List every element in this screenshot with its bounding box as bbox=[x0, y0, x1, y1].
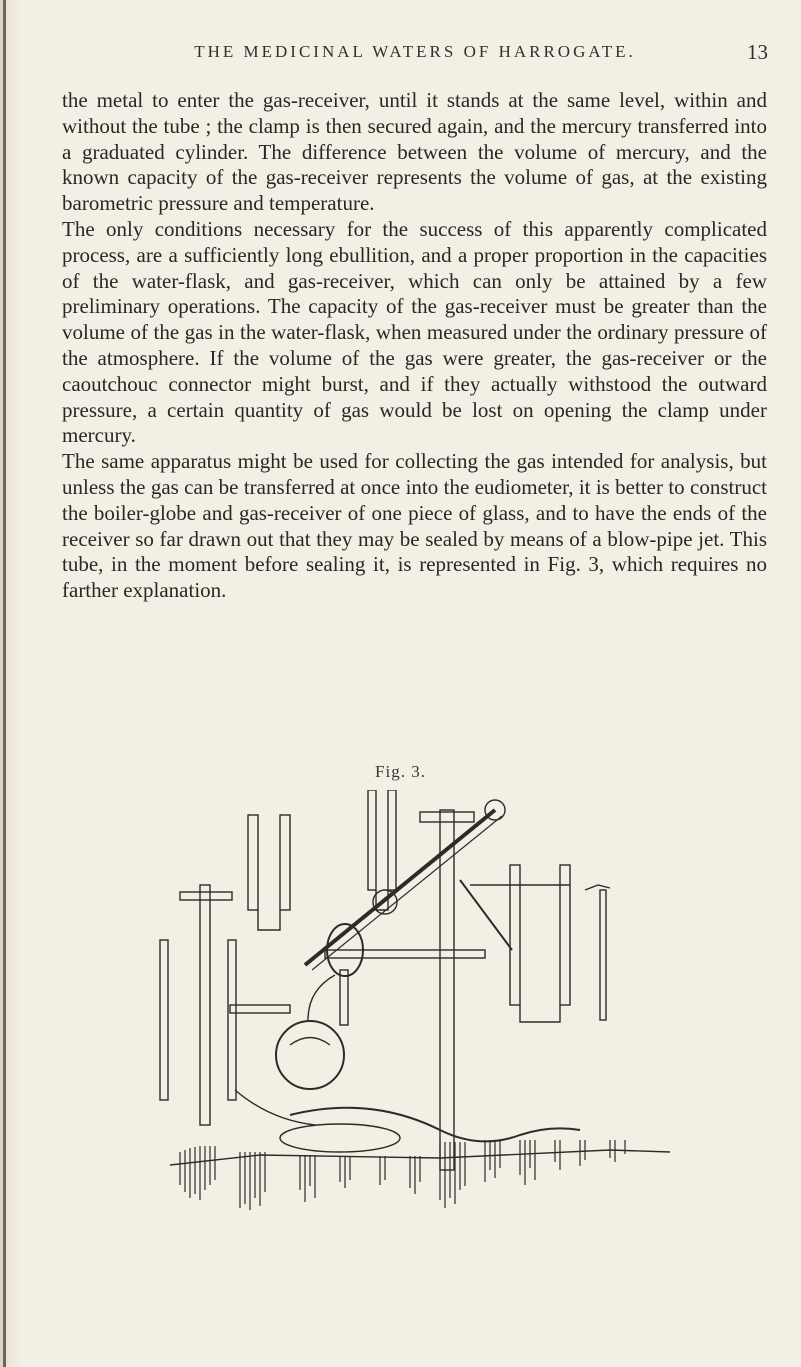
left-clamp-bar bbox=[230, 1005, 290, 1013]
left-u-bend bbox=[258, 910, 280, 930]
page-header bbox=[60, 42, 770, 72]
connecting-tube bbox=[308, 975, 335, 1020]
right-tube-a bbox=[510, 865, 520, 1005]
body-text bbox=[62, 88, 767, 604]
paragraph-1: the metal to enter the gas-receiver, until it stands at the same level, within and without the tube ; the clamp is then secured again, and the mercury transferred into a graduated cylinder. The difference between the volume of mercury, and the known capacity of the gas-receiver represents the volume of gas, at the existing barometric pressure and temperature. bbox=[62, 88, 767, 216]
running-title: THE MEDICINAL WATERS OF HARROGATE. bbox=[194, 42, 636, 61]
left-tube-top bbox=[248, 815, 258, 910]
far-right-tube bbox=[600, 890, 606, 1020]
paragraph-2: The only conditions necessary for the success of this apparently complicated process, are a sufficiently long ebullition, and a proper proportion in the capacities of the water-flask, and gas-receiver, which can only be attained by a few preliminary operations. The capacity of the gas-receiver must be greater than the volume of the gas in the water-flask, when measured under the ordinary pressure of the atmosphere. If the volume of the gas were greater, the gas-receiver or the caoutchouc connector might burst, and if they actually withstood the outward pressure, a certain quantity of gas would be lost on opening the clamp under mercury. bbox=[62, 216, 767, 448]
page-spine bbox=[3, 0, 6, 1367]
center-stand-cap bbox=[420, 812, 474, 822]
bulb-neck-tube bbox=[340, 970, 348, 1025]
diagonal-arm-edge bbox=[312, 816, 502, 970]
center-tube-right bbox=[388, 790, 396, 890]
left-tube-upper bbox=[280, 815, 290, 910]
left-stand-clamp bbox=[180, 892, 232, 900]
left-side-tube bbox=[160, 940, 168, 1100]
right-hook bbox=[585, 885, 610, 890]
page-number: 13 bbox=[747, 40, 768, 64]
right-diagonal-tube bbox=[460, 880, 512, 950]
left-inner-tube bbox=[228, 940, 236, 1100]
base-hatching bbox=[180, 1140, 625, 1210]
center-tube-top bbox=[368, 790, 376, 890]
figure-3-apparatus-engraving bbox=[140, 790, 680, 1210]
right-u-bend bbox=[520, 1005, 560, 1022]
globe-highlight bbox=[290, 1038, 330, 1046]
tube-curve-left bbox=[235, 1090, 315, 1125]
boiler-globe bbox=[276, 1021, 344, 1089]
right-tube-b bbox=[560, 865, 570, 1005]
paragraph-3: The same apparatus might be used for collecting the gas intended for analysis, but unless the gas can be transferred at once into the eudiometer, it is better to construct the boiler-globe and gas-receiver of one piece of glass, and to have the ends of the receiver so far drawn out that they may be sealed by means of a blow-pipe jet. This tube, in the moment before sealing it, is represented in Fig. 3, which requires no farther explanation. bbox=[62, 449, 767, 603]
apparatus-illustration bbox=[140, 790, 680, 1210]
figure-caption: Fig. 3. bbox=[375, 762, 426, 781]
horizontal-clamp-bar bbox=[325, 950, 485, 958]
hose-loop bbox=[280, 1124, 400, 1152]
left-stand-rod bbox=[200, 885, 210, 1125]
